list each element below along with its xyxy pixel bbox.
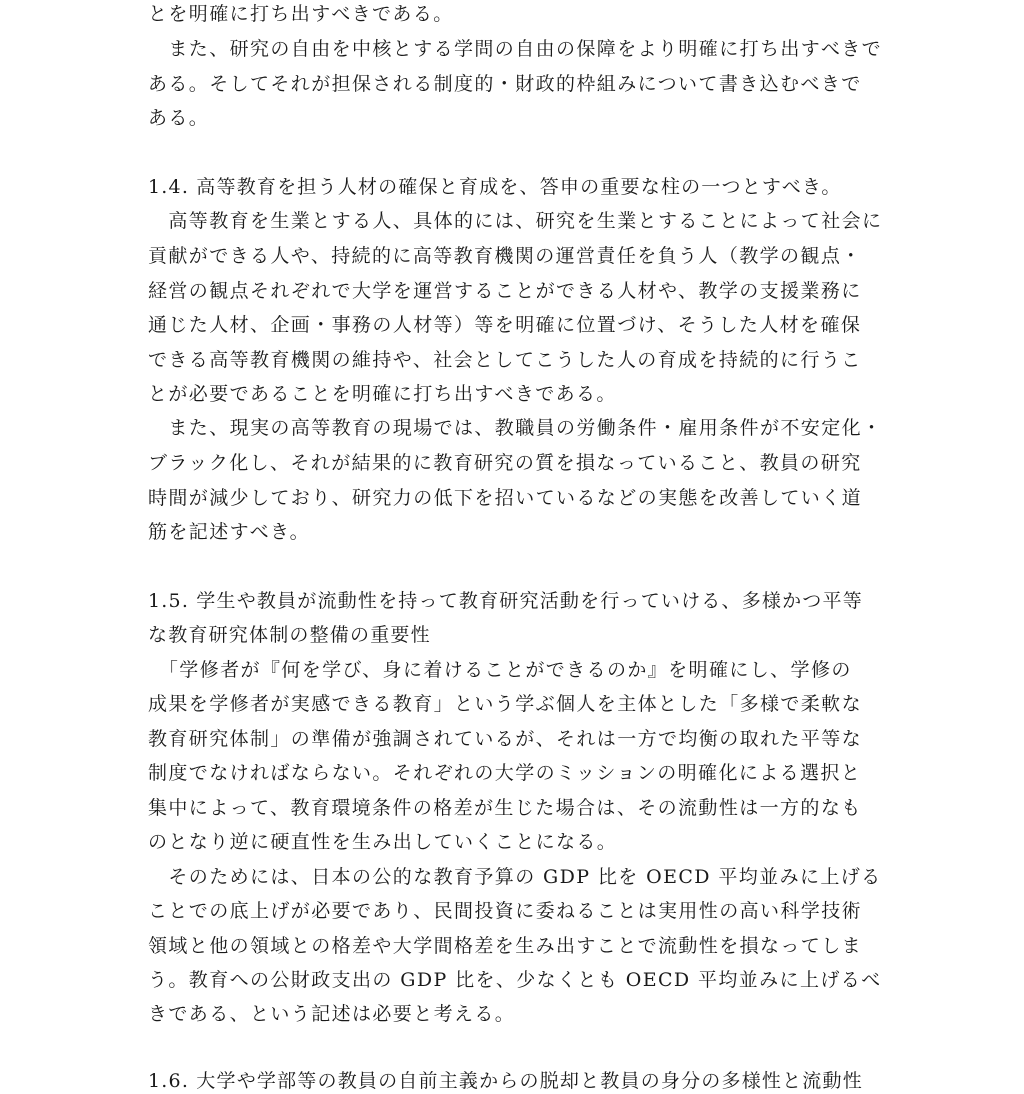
text-line: また、現実の高等教育の現場では、教職員の労働条件・雇用条件が不安定化・ [148,417,883,439]
text-line: ある。 [148,107,210,129]
text-line: 時間が減少しており、研究力の低下を招いているなどの実態を改善していく道 [148,487,863,509]
text-line: ブラック化し、それが結果的に教育研究の質を損なっていること、教員の研究 [148,452,862,474]
text-line: とを明確に打ち出すべきである。 [148,3,454,25]
text-line: う。教育への公財政支出の GDP 比を、少なくとも OECD 平均並みに上げるべ [148,969,882,991]
text-line: 成果を学修者が実感できる教育」という学ぶ個人を主体とした「多様で柔軟な [148,693,863,715]
text-line: 「学修者が『何を学び、身に着けることができるのか』を明確にし、学修の [148,659,852,681]
text-line: のとなり逆に硬直性を生み出していくことになる。 [148,831,618,853]
text-line: 貢献ができる人や、持続的に高等教育機関の運営責任を負う人（教学の観点・ [148,245,862,267]
section-heading-1-5: 1.5. 学生や教員が流動性を持って教育研究活動を行っていける、多様かつ平等 [148,590,863,612]
text-line: 高等教育を生業とする人、具体的には、研究を生業とすることによって社会に [148,210,883,232]
text-line: 経営の観点それぞれで大学を運営することができる人材や、教学の支援業務に [148,280,862,302]
section-heading-1-6: 1.6. 大学や学部等の教員の自前主義からの脱却と教員の身分の多様性と流動性 [148,1070,863,1092]
text-line: また、研究の自由を中核とする学問の自由の保障をより明確に打ち出すべきで [148,38,883,60]
section-heading-1-5-cont: な教育研究体制の整備の重要性 [148,624,431,646]
text-line: きである、という記述は必要と考える。 [148,1003,516,1025]
text-line: そのためには、日本の公的な教育予算の GDP 比を OECD 平均並みに上げる [148,866,882,888]
section-heading-1-4: 1.4. 高等教育を担う人材の確保と育成を、答申の重要な柱の一つとすべき。 [148,176,842,198]
text-line: ある。そしてそれが担保される制度的・財政的枠組みについて書き込むべきで [148,73,862,95]
text-line: 領域と他の領域との格差や大学間格差を生み出すことで流動性を損なってしま [148,935,863,957]
text-line: できる高等教育機関の維持や、社会としてこうした人の育成を持続的に行うこ [148,349,862,371]
text-line: ことでの底上げが必要であり、民間投資に委ねることは実用性の高い科学技術 [148,900,863,922]
text-line: 集中によって、教育環境条件の格差が生じた場合は、その流動性は一方的なも [148,797,862,819]
text-line: とが必要であることを明確に打ち出すべきである。 [148,383,617,405]
text-line: 教育研究体制」の準備が強調されているが、それは一方で均衡の取れた平等な [148,728,863,750]
text-line: 通じた人材、企画・事務の人材等）等を明確に位置づけ、そうした人材を確保 [148,314,862,336]
text-line: 制度でなければならない。それぞれの大学のミッションの明確化による選択と [148,762,862,784]
text-line: 筋を記述すべき。 [148,521,311,543]
